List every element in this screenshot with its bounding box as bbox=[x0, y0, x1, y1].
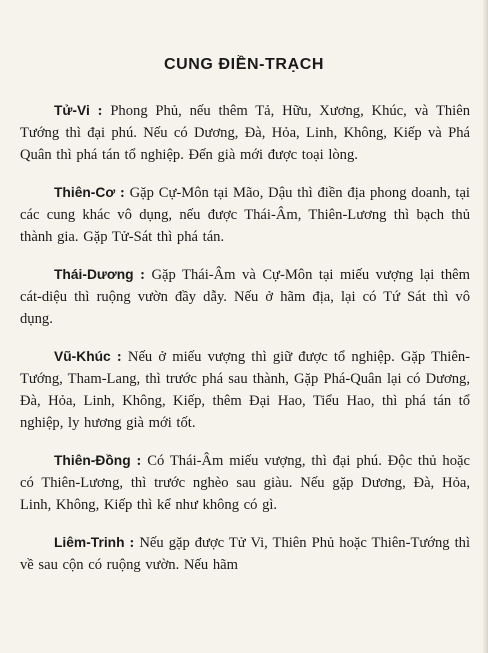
page-body bbox=[20, 100, 470, 576]
entry-liem-trinh bbox=[20, 532, 470, 576]
entry-separator: : bbox=[133, 267, 152, 283]
entry-separator: : bbox=[110, 349, 128, 365]
entry-term: Liêm-Trinh bbox=[54, 535, 125, 550]
entry-thai-duong bbox=[20, 264, 470, 330]
entry-separator: : bbox=[130, 453, 148, 469]
entry-thien-dong bbox=[20, 450, 470, 516]
entry-vu-khuc bbox=[20, 346, 470, 434]
entry-term: Thái-Dương bbox=[54, 267, 134, 282]
entry-text: Gặp Cự-Môn tại Mão, Dậu thì điền địa phong doanh, tại các cung khác vô dụng, nếu được Thái-Âm, Thiên-Lương thì bạch thủ thành gia. Gặp Tử-Sát thì phá tán. bbox=[20, 185, 470, 245]
entry-thien-co bbox=[20, 182, 470, 248]
entry-term: Thiên-Cơ bbox=[54, 185, 116, 200]
entry-term: Tử-Vi bbox=[54, 103, 90, 118]
entry-separator: : bbox=[115, 185, 130, 201]
entry-separator: : bbox=[124, 535, 140, 551]
entry-term: Thiên-Đồng bbox=[54, 453, 131, 468]
entry-text: Nếu ở miếu vượng thì giữ được tổ nghiệp. Gặp Thiên-Tướng, Tham-Lang, thì trước phá sau thành, Gặp Phá-Quân lại có Dương, Đà, Hỏa, Linh, Không, Kiếp, thêm Đại Hao, Tiểu Hao, thì phá tán tổ nghiệp, ly hương già mới tốt. bbox=[20, 349, 470, 431]
entry-text: Gặp Thái-Âm và Cự-Môn tại miếu vượng lại thêm cát-diệu thì ruộng vườn đầy dẫy. Nếu ở hãm địa, lại có Tứ Sát thì vô dụng. bbox=[20, 267, 470, 327]
entry-separator: : bbox=[89, 103, 111, 119]
entry-text: Nếu gặp được Tử Vi, Thiên Phủ hoặc Thiên-Tướng thì về sau cộn có ruộng vườn. Nếu hãm bbox=[20, 535, 470, 573]
page-title: CUNG ĐIỀN-TRẠCH bbox=[163, 56, 325, 73]
entry-term: Vũ-Khúc bbox=[54, 349, 111, 364]
entry-tu-vi bbox=[20, 100, 470, 166]
entry-text: Có Thái-Âm miếu vượng, thì đại phú. Độc thủ hoặc có Thiên-Lương, thì trước nghèo sau giàu. Nếu gặp Dương, Đà, Hỏa, Linh, Không, Kiếp thì kể như không có gì. bbox=[20, 453, 470, 513]
entry-text: Phong Phủ, nếu thêm Tả, Hữu, Xương, Khúc, và Thiên Tướng thì đại phú. Nếu có Dương, Đà, Hỏa, Linh, Không, Kiếp và Phá Quân thì phá tán tổ nghiệp. Đến già mới được toại lòng. bbox=[20, 103, 470, 163]
page-edge-shadow bbox=[482, 0, 488, 653]
